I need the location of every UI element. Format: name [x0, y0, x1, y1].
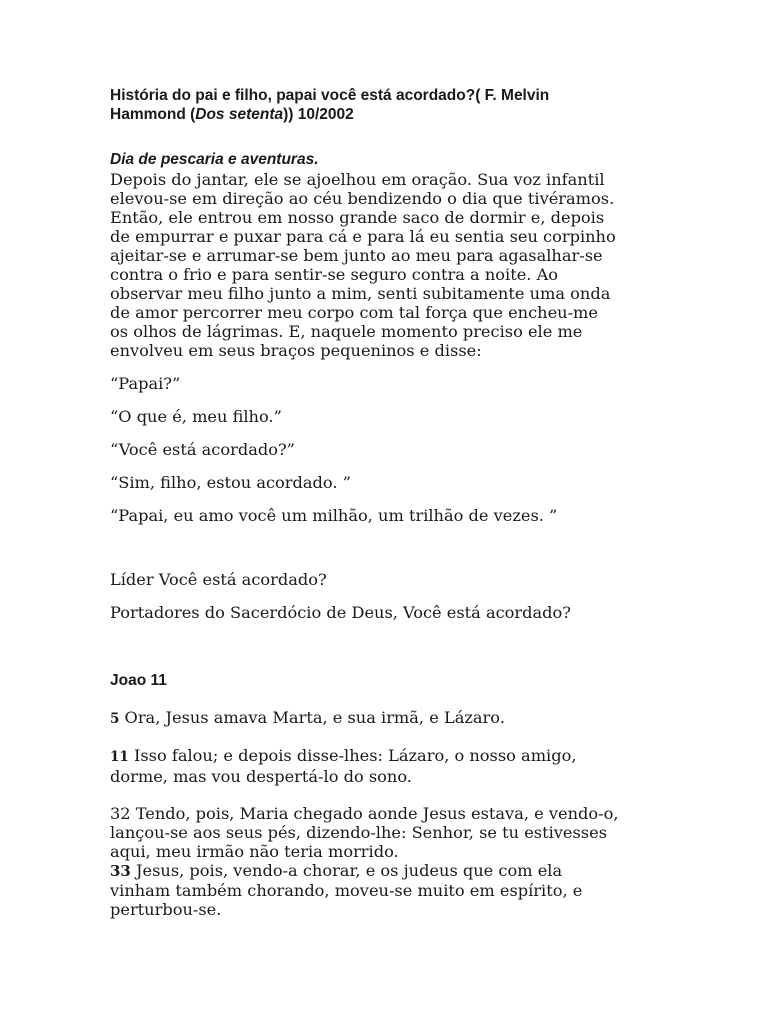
- verse-line: dorme, mas vou despertá-lo do sono.: [110, 767, 412, 786]
- paragraph-line: de empurrar e puxar para cá e para lá eu sentia seu corpinho: [110, 227, 616, 246]
- document-title: [110, 86, 670, 124]
- verse-text: Isso falou; e depois disse-lhes: Lázaro, o nosso amigo,: [128, 746, 577, 765]
- verse-line: [110, 746, 670, 767]
- document-subtitle: Dia de pescaria e aventuras.: [110, 151, 319, 168]
- title-line-2: [110, 105, 670, 124]
- verse-32: [110, 804, 670, 861]
- verse-number: 11: [110, 749, 129, 765]
- paragraph-line: contra o frio e para sentir-se seguro contra a noite. Ao: [110, 265, 559, 284]
- paragraph-line: Então, ele entrou em nosso grande saco de dormir e, depois: [110, 208, 605, 227]
- verse-5: [110, 708, 670, 729]
- paragraph-line: envolveu em seus braços pequeninos e disse:: [110, 341, 482, 360]
- paragraph-line: elevou-se em direção ao céu bendizendo o dia que tivéramos.: [110, 189, 615, 208]
- story-paragraph: [110, 170, 670, 360]
- verse-number: 5: [110, 711, 120, 727]
- verse-line: [110, 861, 670, 881]
- verse-line: vinham também chorando, moveu-se muito em espírito, e: [110, 881, 583, 900]
- document-page: [110, 86, 670, 919]
- paragraph-line: ajeitar-se e arrumar-se bem junto ao meu para agasalhar-se: [110, 246, 603, 265]
- priesthood-question: Portadores do Sacerdócio de Deus, Você está acordado?: [110, 603, 571, 622]
- verse-text: Jesus, pois, vendo-a chorar, e os judeus que com ela: [130, 861, 563, 880]
- verse-33: [110, 861, 670, 919]
- title-line-2-prefix: Hammond (: [110, 106, 196, 123]
- verse-text: Ora, Jesus amava Marta, e sua irmã, e Lázaro.: [119, 708, 505, 727]
- paragraph-line: os olhos de lágrimas. E, naquele momento preciso ele me: [110, 322, 583, 341]
- verse-line: 32 Tendo, pois, Maria chegado aonde Jesus estava, e vendo-o,: [110, 804, 619, 823]
- dialogue-line: “Papai, eu amo você um milhão, um trilhão de vezes. ”: [110, 506, 558, 525]
- scripture-heading: Joao 11: [110, 672, 167, 689]
- leader-question: Líder Você está acordado?: [110, 570, 327, 589]
- dialogue-line: “Sim, filho, estou acordado. ”: [110, 473, 351, 492]
- verse-number: 33: [110, 862, 131, 880]
- title-line-2-suffix: )) 10/2002: [283, 106, 354, 123]
- verse-line: perturbou-se.: [110, 900, 222, 919]
- verse-line: lançou-se aos seus pés, dizendo-lhe: Senhor, se tu estivesses: [110, 823, 607, 842]
- verse-11: [110, 746, 670, 786]
- title-line-1: História do pai e filho, papai você está acordado?( F. Melvin: [110, 87, 550, 104]
- paragraph-line: Depois do jantar, ele se ajoelhou em oração. Sua voz infantil: [110, 170, 605, 189]
- verse-line: aqui, meu irmão não teria morrido.: [110, 842, 399, 861]
- paragraph-line: observar meu filho junto a mim, senti subitamente uma onda: [110, 284, 611, 303]
- dialogue-line: “O que é, meu filho.”: [110, 407, 282, 426]
- dialogue-line: “Você está acordado?”: [110, 440, 295, 459]
- dialogue-line: “Papai?”: [110, 374, 181, 393]
- paragraph-line: de amor percorrer meu corpo com tal força que encheu-me: [110, 303, 598, 322]
- title-line-2-italic: Dos setenta: [195, 106, 284, 123]
